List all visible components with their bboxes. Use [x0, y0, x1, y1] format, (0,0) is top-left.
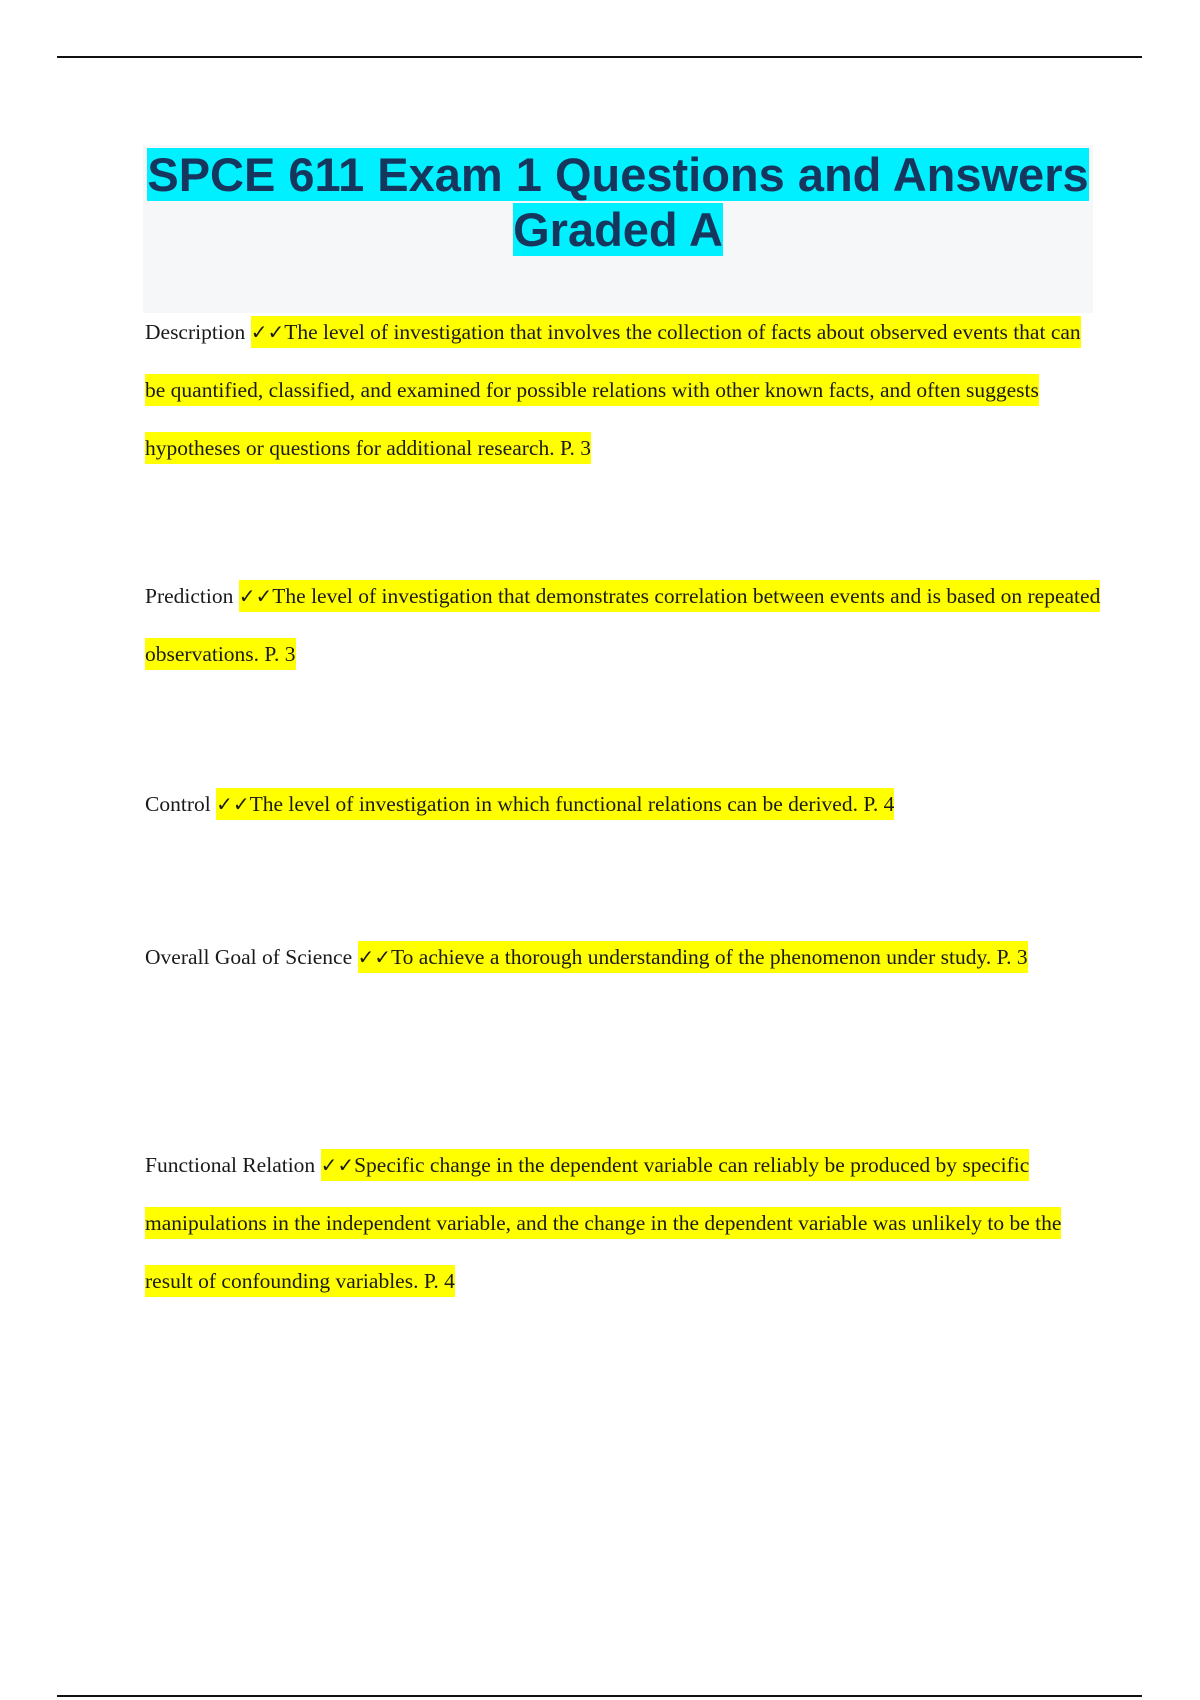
- double-check-icon: ✓✓: [250, 320, 285, 344]
- top-rule: [57, 56, 1142, 58]
- qa-entry-prediction: [145, 567, 1105, 683]
- term: Functional Relation: [145, 1153, 316, 1177]
- document-title-text: SPCE 611 Exam 1 Questions and Answers Graded A: [147, 148, 1089, 256]
- answer: [145, 316, 1081, 464]
- answer: [216, 788, 894, 820]
- term: Prediction: [145, 584, 234, 608]
- definition: The level of investigation that involves the collection of facts about observed events that can be quantified, classified, and examined for possible relations with other known facts, and often suggests hypotheses or questions for additional research. P. 3: [145, 320, 1081, 460]
- answer: [145, 580, 1100, 670]
- double-check-icon: ✓✓: [357, 945, 392, 969]
- qa-entry-description: [145, 303, 1105, 477]
- qa-entry-control: [145, 775, 1105, 833]
- title-banner: [143, 145, 1093, 313]
- double-check-icon: ✓✓: [320, 1153, 355, 1177]
- definition: Specific change in the dependent variable can reliably be produced by specific manipulations in the independent variable, and the change in the dependent variable was unlikely to be the result of confounding variables. P. 4: [145, 1153, 1062, 1293]
- term: Description: [145, 320, 246, 344]
- term: Control: [145, 792, 211, 816]
- answer: [358, 941, 1028, 973]
- document-title: [143, 145, 1093, 257]
- definition: To achieve a thorough understanding of the phenomenon under study. P. 3: [391, 945, 1028, 969]
- qa-entry-functional-relation: [145, 1136, 1105, 1310]
- double-check-icon: ✓✓: [238, 584, 273, 608]
- term: Overall Goal of Science: [145, 945, 353, 969]
- double-check-icon: ✓✓: [216, 792, 250, 816]
- qa-entry-overall-goal-of-science: [145, 928, 1105, 986]
- definition: The level of investigation that demonstrates correlation between events and is based on repeated observations. P. 3: [145, 584, 1101, 666]
- bottom-rule: [57, 1695, 1142, 1697]
- definition: The level of investigation in which functional relations can be derived. P. 4: [249, 792, 895, 816]
